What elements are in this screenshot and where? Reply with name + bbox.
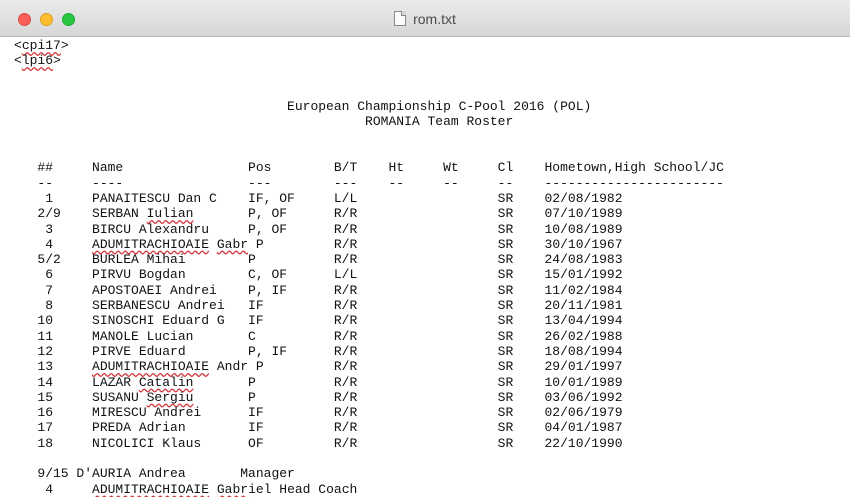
window-title-group [0,0,850,37]
text-line: 6 PIRVU Bogdan C, OF L/L SR 15/01/1992 [14,267,623,283]
text-line: 14 LAZAR Catalin P R/R SR 10/01/1989 [14,374,623,390]
text-line: 17 PREDA Adrian IF R/R SR 04/01/1987 [14,420,623,436]
text-line: 10 SINOSCHI Eduard G IF R/R SR 13/04/1994 [14,313,623,329]
misspelled-word[interactable]: cpi17 [21,38,61,53]
text-line: 3 BIRCU Alexandru P, OF R/R SR 10/08/1989 [14,221,623,237]
text-line: 13 ADUMITRACHIOAIE Andr P R/R SR 29/01/1997 [14,359,623,375]
misspelled-word[interactable]: ADUMITRACHIOAIE [92,359,210,375]
text-line: <lpi6> [14,53,61,69]
misspelled-word[interactable]: lpi6 [21,53,54,69]
document-text-area[interactable] [0,37,850,497]
document-text[interactable] [0,37,850,497]
misspelled-word[interactable]: ADUMITRACHIOAIE [92,236,210,252]
text-line [14,84,850,99]
text-line: 15 SUSANU Sergiu P R/R SR 03/06/1992 [14,389,623,405]
window-title: rom.txt [413,10,456,27]
text-line: 9/15 D'AURIA Andrea Manager [14,466,295,482]
misspelled-word[interactable]: Catalin [138,374,194,390]
misspelled-word[interactable]: Iulian [146,206,194,222]
misspelled-word[interactable]: Sergiu [146,389,194,405]
text-line: -- ---- --- --- -- -- -- ----------------------- [14,175,724,191]
text-line: 8 SERBANESCU Andrei IF R/R SR 20/11/1981 [14,298,623,314]
text-line: 7 APOSTOAEI Andrei P, IF R/R SR 11/02/1984 [14,282,623,298]
text-line: 16 MIRESCU Andrei IF R/R SR 02/06/1979 [14,405,623,421]
misspelled-word[interactable]: ADUMITRACHIOAIE [92,481,210,497]
text-line: 4 ADUMITRACHIOAIE Gabriel Head Coach [14,481,358,497]
text-line: 12 PIRVE Eduard P, IF R/R SR 18/08/1994 [14,343,623,359]
misspelled-word[interactable]: Gabr [216,236,249,252]
text-line: 11 MANOLE Lucian C R/R SR 26/02/1988 [14,328,623,344]
text-line: 5/2 BURLEA Mihai P R/R SR 24/08/1983 [14,252,623,268]
text-line: 18 NICOLICI Klaus OF R/R SR 22/10/1990 [14,435,623,451]
text-document-icon[interactable] [394,11,406,26]
text-line [14,69,850,84]
text-line: ROMANIA Team Roster [14,114,514,130]
text-line [14,130,850,145]
misspelled-word[interactable]: Gabr [216,481,249,497]
text-line: 1 PANAITESCU Dan C IF, OF L/L SR 02/08/1982 [14,190,623,206]
text-line: <cpi17> [14,38,69,53]
text-line: European Championship C-Pool 2016 (POL) [14,99,592,115]
text-line: 2/9 SERBAN Iulian P, OF R/R SR 07/10/1989 [14,206,623,222]
text-line [14,451,850,466]
text-line [14,145,850,160]
text-line: 4 ADUMITRACHIOAIE Gabr P R/R SR 30/10/1967 [14,236,623,252]
text-line: ## Name Pos B/T Ht Wt Cl Hometown,High School/JC [14,160,724,176]
title-bar[interactable] [0,0,850,37]
